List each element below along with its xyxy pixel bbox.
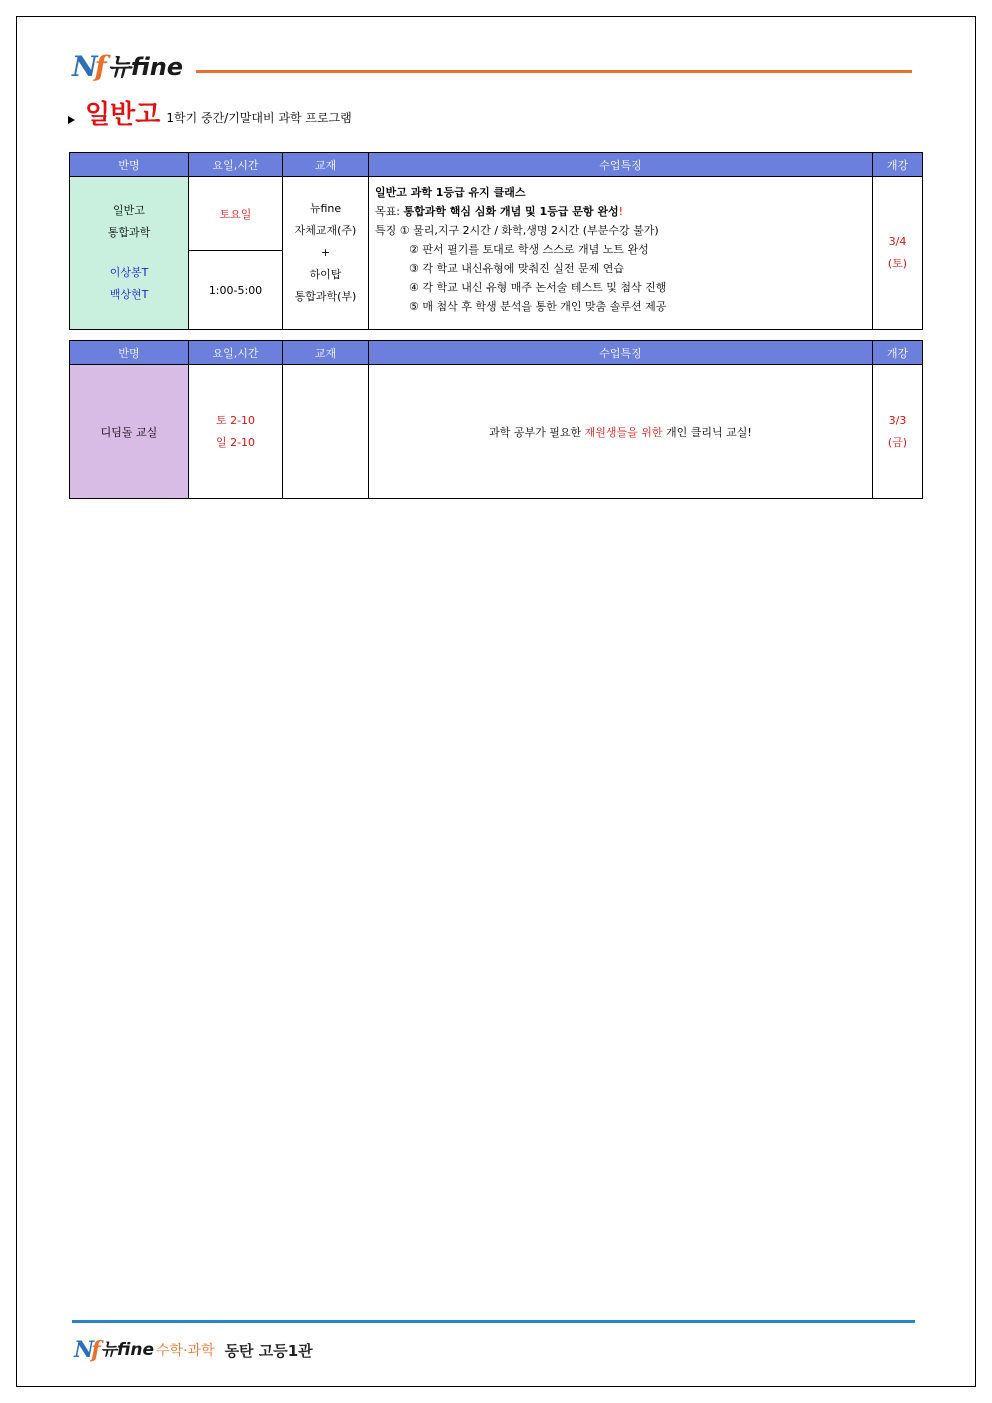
header-class: 반명 — [70, 341, 189, 365]
feature-item: ④ 각 학교 내신 유형 매주 논서술 테스트 및 첨삭 진행 — [409, 281, 667, 294]
textbook-line: 자체교재(주) — [294, 224, 357, 237]
goal-text: 통합과학 핵심 심화 개념 및 1등급 문항 완성 — [403, 205, 619, 218]
textbook-line: + — [320, 246, 331, 259]
feature-cell — [369, 365, 873, 499]
feature-item: ③ 각 학교 내신유형에 맞춰진 실전 문제 연습 — [409, 262, 624, 275]
feature-highlight: 재원생들을 위한 — [584, 425, 663, 439]
header-feature: 수업특징 — [369, 341, 873, 365]
schedule-line: 토 2-10 — [215, 413, 256, 427]
feature-text: 과학 공부가 필요한 — [489, 425, 582, 439]
title-main: 일반고 — [85, 100, 161, 130]
footer-logo — [74, 1336, 313, 1362]
header-divider — [196, 70, 912, 73]
schedule-table-clinic — [69, 340, 923, 499]
day-cell: 토요일 — [189, 177, 283, 251]
feature-item: ⑤ 매 첨삭 후 학생 분석을 통한 개인 맞춤 솔루션 제공 — [409, 300, 667, 313]
goal-label: 목표: — [375, 205, 400, 218]
start-date: 3/4 — [888, 235, 907, 248]
start-day: (금) — [887, 435, 908, 449]
logo-mark-icon: Nf — [72, 50, 104, 83]
schedule-line: 일 2-10 — [215, 435, 256, 449]
header-textbook: 교재 — [283, 153, 369, 177]
schedule-cell — [189, 365, 283, 499]
teacher-name: 백상현T — [109, 288, 149, 301]
textbook-line: 뉴fine — [309, 202, 342, 215]
textbook-line: 하이탑 — [309, 268, 342, 281]
start-date: 3/3 — [888, 413, 907, 427]
header-start: 개강 — [873, 153, 923, 177]
bullet-arrow-icon — [68, 116, 75, 124]
goal-mark: ! — [618, 205, 623, 218]
schedule-table-general — [69, 152, 923, 330]
textbook-line: 통합과학(부) — [294, 290, 357, 303]
feature-cell — [369, 177, 873, 330]
header-textbook: 교재 — [283, 341, 369, 365]
header-class: 반명 — [70, 153, 189, 177]
table-row — [70, 177, 923, 251]
feature-title: 일반고 과학 1등급 유지 클래스 — [375, 186, 526, 199]
table-row — [70, 365, 923, 499]
feature-item: 특징 ① 물리,지구 2시간 / 화학,생명 2시간 (부분수강 불가) — [375, 224, 659, 237]
class-name-cell — [70, 177, 189, 330]
class-name-cell: 디딤돌 교실 — [70, 365, 189, 499]
class-subject: 통합과학 — [107, 226, 151, 239]
logo-mark-icon: Nf — [74, 1337, 98, 1363]
header-time: 요일,시간 — [189, 153, 283, 177]
footer-divider — [72, 1320, 915, 1323]
textbook-cell — [283, 177, 369, 330]
header-start: 개강 — [873, 341, 923, 365]
sub-brand: 수학·과학 — [156, 1343, 215, 1359]
branch-name: 동탄 고등1관 — [224, 1342, 313, 1360]
logo-text: 뉴fine — [107, 53, 184, 81]
feature-text: 개인 클리닉 교실! — [666, 425, 752, 439]
logo-text: 뉴fine — [100, 1340, 155, 1360]
page-title — [68, 100, 352, 130]
title-subtitle: 1학기 중간/기말대비 과학 프로그램 — [166, 111, 352, 125]
teacher-name: 이상봉T — [109, 266, 149, 279]
table-header-row — [70, 153, 923, 177]
start-date-cell — [873, 365, 923, 499]
time-cell: 1:00-5:00 — [189, 251, 283, 330]
header-feature: 수업특징 — [369, 153, 873, 177]
start-day: (토) — [887, 257, 908, 270]
start-date-cell — [873, 177, 923, 330]
feature-goal — [375, 202, 866, 221]
brand-logo — [72, 48, 183, 82]
table-header-row — [70, 341, 923, 365]
header-time: 요일,시간 — [189, 341, 283, 365]
feature-item: ② 판서 필기를 토대로 학생 스스로 개념 노트 완성 — [409, 243, 649, 256]
textbook-cell — [283, 365, 369, 499]
class-name: 일반고 — [113, 204, 145, 217]
